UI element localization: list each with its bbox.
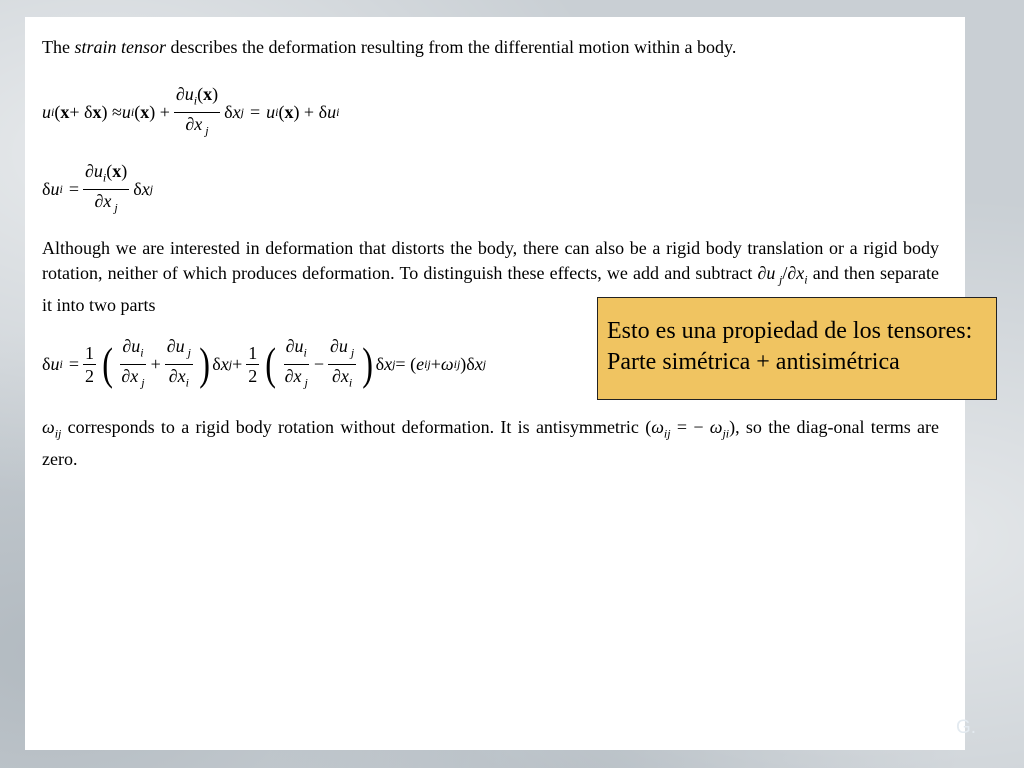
annotation-callout-box (597, 297, 997, 400)
annotation-line-2: Parte simétrica + antisimétrica (607, 349, 900, 375)
equation-taylor-expansion: u i ( x + δ x ) ≈ u i ( x ) + $\frac{\partial u_i(x)}{\partial x _j}$ δ x j = u i ( x ) + δ u i (42, 84, 340, 138)
watermark-text: G. (956, 717, 977, 738)
annotation-line-1: Esto es una propiedad de los tensores: (607, 318, 973, 344)
equation-displacement-differential: δ u i = $\frac{\partial u_i(x)}{\partial x _j}$ δ x j (42, 161, 154, 215)
intro-paragraph: The strain tensor describes the deformation resulting from the differential motion within a body. (42, 37, 737, 57)
equation-symmetric-antisymmetric-split: δ u i = $\frac{1}{2}$ ( $\frac{\partial u_i}{\partial x _j}$ + $\frac{\partial u _j}{\partial x_i}$ ) δ x j + $\frac{1}{2}$ ( $\frac{\partial u_i}{\partial x _j}$ − $\frac{\partial u _j}{\partial x_i}$ ) δ x j = ( e ij + ω ij )δ x j (42, 336, 487, 390)
rotation-paragraph: $\omega_{ij}$ corresponds to a rigid body rotation without deformation. It is antisymmetric ($\omega_{ij}$ = − $\omega_{ji}$), so the diag-onal terms are zero. (42, 417, 939, 469)
translation-rotation-paragraph: Although we are interested in deformation that distorts the body, there can also be a rigid body translation or a rigid body rotation, neither of which produces deformation. To distinguish these effects, we add and subtract ∂u $_j/\partial x_i$ and then separate it into two parts (42, 238, 939, 315)
